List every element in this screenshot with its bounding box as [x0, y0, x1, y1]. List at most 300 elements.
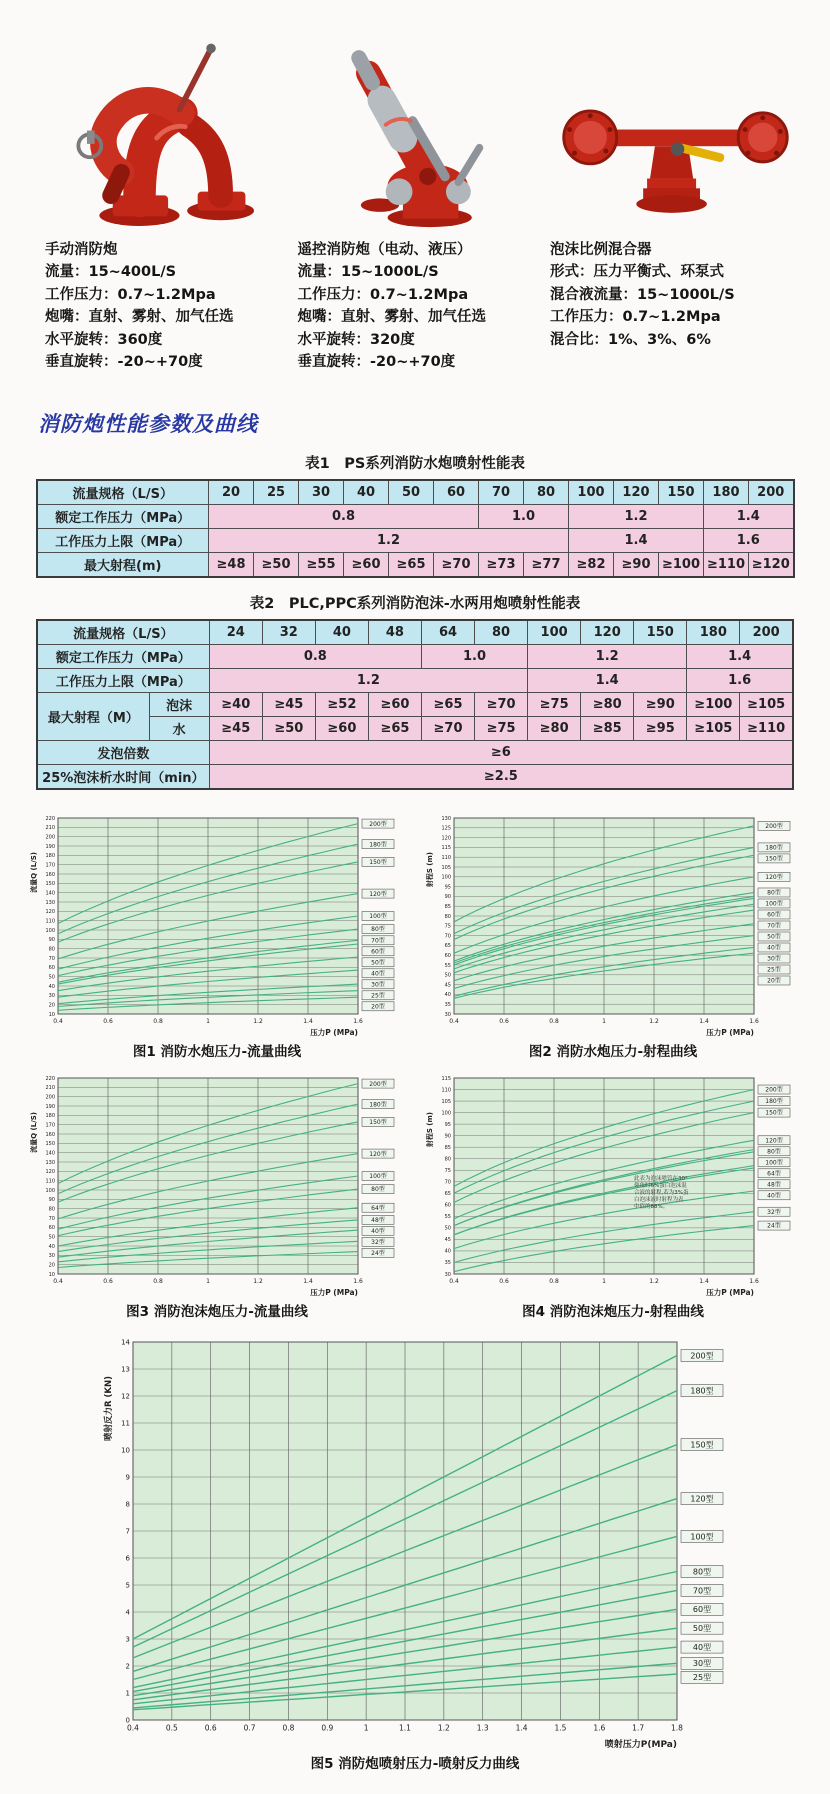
svg-text:40型: 40型: [692, 1642, 712, 1652]
svg-text:100型: 100型: [765, 1159, 783, 1167]
svg-text:0.9: 0.9: [321, 1723, 334, 1733]
table-cell: ≥75: [528, 692, 581, 716]
table-cell: ≥90: [634, 692, 687, 716]
figure-2: [418, 810, 808, 1060]
table-cell: ≥52: [315, 692, 368, 716]
svg-text:1.6: 1.6: [749, 1017, 759, 1025]
figure-3: [22, 1070, 412, 1320]
svg-text:50: 50: [444, 1225, 451, 1232]
svg-text:8: 8: [125, 1500, 130, 1509]
product-spec-line: 混合液流量：15~1000L/S: [550, 286, 735, 303]
manual-fire-monitor-drawing: [65, 31, 275, 231]
table1-title: 表1 PS系列消防水炮喷射性能表: [305, 455, 525, 472]
svg-text:1.6: 1.6: [593, 1723, 606, 1733]
table-cell: 150: [634, 620, 687, 645]
svg-text:60: 60: [48, 964, 55, 971]
table-row: [37, 480, 794, 505]
product-name: 手动消防炮: [45, 242, 118, 258]
svg-text:12: 12: [121, 1392, 130, 1401]
table-cell: ≥70: [475, 692, 528, 716]
svg-text:80型: 80型: [371, 926, 385, 934]
table2-plc-ppc-series: [36, 619, 794, 790]
svg-text:喷射反力R (KN): 喷射反力R (KN): [104, 1375, 114, 1441]
table-cell: ≥65: [368, 716, 421, 740]
product-spec-line: 混合比：1%、3%、6%: [550, 331, 711, 348]
table-row: [37, 764, 793, 789]
table-cell: ≥73: [479, 552, 524, 577]
svg-text:90: 90: [444, 1133, 451, 1140]
svg-text:105: 105: [441, 864, 451, 871]
svg-text:110: 110: [441, 1087, 451, 1094]
svg-text:70型: 70型: [692, 1586, 712, 1596]
product-spec-line: 工作压力：0.7~1.2Mpa: [297, 286, 469, 303]
svg-text:150型: 150型: [369, 1118, 387, 1126]
svg-text:70: 70: [48, 1215, 55, 1222]
svg-text:100型: 100型: [765, 900, 783, 908]
svg-text:95: 95: [444, 1121, 451, 1128]
svg-text:2: 2: [125, 1662, 130, 1671]
product-spec-line: 炮嘴：直射、雾射、加气任选: [45, 309, 234, 326]
svg-text:40: 40: [444, 991, 451, 998]
table1-ps-series: [36, 479, 795, 578]
svg-text:75: 75: [444, 923, 451, 930]
table-row: [37, 716, 793, 740]
table-cell: 0.8: [209, 504, 479, 528]
table-cell: 40: [315, 620, 368, 645]
svg-text:0.8: 0.8: [549, 1277, 559, 1285]
svg-text:24型: 24型: [767, 1222, 781, 1230]
fig2-svg: [422, 810, 804, 1038]
table-cell: 64: [421, 620, 474, 645]
svg-text:115: 115: [441, 1075, 451, 1082]
svg-text:25型: 25型: [767, 966, 781, 974]
svg-text:48型: 48型: [371, 1216, 385, 1224]
product-spec-line: 流量：15~400L/S: [45, 264, 177, 281]
svg-text:125: 125: [441, 825, 451, 832]
table-cell: ≥100: [687, 692, 740, 716]
svg-text:220: 220: [45, 815, 55, 822]
table-cell: 200: [749, 480, 794, 505]
table-cell: ≥60: [344, 552, 389, 577]
svg-text:1.2: 1.2: [649, 1277, 659, 1285]
svg-text:110: 110: [45, 1178, 55, 1185]
svg-text:210: 210: [45, 1084, 55, 1091]
svg-text:120型: 120型: [690, 1494, 714, 1504]
svg-text:1.2: 1.2: [253, 1277, 263, 1285]
svg-text:40型: 40型: [371, 970, 385, 978]
table-cell: 180: [704, 480, 749, 505]
svg-text:压力P (MPa): 压力P (MPa): [310, 1027, 358, 1037]
svg-text:120型: 120型: [369, 890, 387, 898]
svg-text:60: 60: [444, 1202, 451, 1209]
svg-text:50: 50: [48, 974, 55, 981]
fig3-svg: [26, 1070, 408, 1298]
table-cell: 48: [368, 620, 421, 645]
svg-text:150型: 150型: [369, 858, 387, 866]
svg-text:10: 10: [48, 1011, 55, 1018]
table-cell: 25%泡沫析水时间（min）: [37, 764, 209, 789]
svg-text:180型: 180型: [690, 1386, 714, 1396]
table-cell: 100: [569, 480, 614, 505]
svg-text:75: 75: [444, 1167, 451, 1174]
fig1-caption: 图1 消防水炮压力-流量曲线: [132, 1043, 302, 1060]
svg-text:32型: 32型: [767, 1208, 781, 1216]
table-cell: 额定工作压力（MPa）: [37, 644, 209, 668]
table-cell: 发泡倍数: [37, 740, 209, 764]
svg-text:6: 6: [125, 1554, 130, 1563]
svg-text:50: 50: [48, 1234, 55, 1241]
table-row: [37, 644, 793, 668]
manual-fire-monitor-image: [45, 26, 295, 231]
table-cell: 流量规格（L/S）: [37, 480, 209, 505]
table-cell: 1.4: [687, 644, 793, 668]
table-cell: ≥105: [687, 716, 740, 740]
svg-text:60: 60: [48, 1224, 55, 1231]
svg-text:100: 100: [441, 874, 451, 881]
svg-text:55: 55: [444, 962, 451, 969]
svg-text:20: 20: [48, 1002, 55, 1009]
svg-text:200: 200: [45, 1094, 55, 1101]
fig2-chart: [418, 810, 808, 1038]
table-cell: ≥95: [634, 716, 687, 740]
table-cell: ≥85: [581, 716, 634, 740]
table-cell: ≥2.5: [209, 764, 793, 789]
svg-text:白泡沫液时射程为表: 白泡沫液时射程为表: [634, 1196, 684, 1203]
table-cell: 100: [528, 620, 581, 645]
svg-text:80: 80: [444, 1156, 451, 1163]
svg-text:130: 130: [45, 899, 55, 906]
table-cell: 80: [524, 480, 569, 505]
svg-text:合液的射程,若为3%蛋: 合液的射程,若为3%蛋: [634, 1189, 689, 1196]
svg-text:120型: 120型: [765, 1137, 783, 1145]
svg-text:100: 100: [45, 927, 55, 934]
fig4-svg: [422, 1070, 804, 1298]
table-cell: ≥77: [524, 552, 569, 577]
remote-fire-monitor-specs: [298, 239, 548, 374]
svg-text:70: 70: [444, 1179, 451, 1186]
product-spec-line: 垂直旋转：-20~+70度: [45, 354, 203, 371]
table-cell: 最大射程(m): [37, 552, 209, 577]
svg-text:40: 40: [48, 983, 55, 990]
svg-text:20型: 20型: [767, 977, 781, 985]
svg-text:30: 30: [48, 1252, 55, 1259]
svg-text:20: 20: [48, 1262, 55, 1269]
svg-text:14: 14: [121, 1338, 130, 1347]
svg-text:200型: 200型: [690, 1351, 714, 1361]
product-card-foam-proportioner: [550, 26, 800, 374]
svg-text:60型: 60型: [767, 911, 781, 919]
svg-text:1.1: 1.1: [399, 1723, 411, 1733]
svg-text:150: 150: [45, 880, 55, 887]
svg-text:0.4: 0.4: [53, 1017, 63, 1025]
svg-text:射程S (m): 射程S (m): [426, 851, 434, 887]
svg-text:170: 170: [45, 1122, 55, 1129]
svg-text:0.7: 0.7: [243, 1723, 256, 1733]
table-cell: ≥45: [262, 692, 315, 716]
svg-text:射程S (m): 射程S (m): [426, 1111, 434, 1147]
table-cell: ≥82: [569, 552, 614, 577]
svg-text:85: 85: [444, 1144, 451, 1151]
svg-text:24型: 24型: [371, 1249, 385, 1257]
svg-text:1.6: 1.6: [353, 1277, 363, 1285]
svg-text:1: 1: [602, 1277, 606, 1285]
product-spec-line: 工作压力：0.7~1.2Mpa: [45, 286, 216, 303]
svg-text:1.4: 1.4: [515, 1723, 528, 1733]
svg-text:120: 120: [45, 908, 55, 915]
svg-text:70型: 70型: [767, 922, 781, 930]
svg-text:80型: 80型: [371, 1186, 385, 1194]
svg-text:0.4: 0.4: [449, 1017, 459, 1025]
svg-text:30型: 30型: [767, 955, 781, 963]
product-spec-line: 流量：15~1000L/S: [297, 264, 439, 281]
table-cell: 1.2: [209, 528, 569, 552]
svg-text:200型: 200型: [369, 820, 387, 828]
table-cell: ≥65: [421, 692, 474, 716]
charts-grid: [0, 790, 830, 1774]
table-cell: 30: [299, 480, 344, 505]
table-row: [37, 692, 793, 716]
svg-text:压力P (MPa): 压力P (MPa): [706, 1027, 754, 1037]
svg-text:100型: 100型: [369, 912, 387, 920]
fig3-caption: 图3 消防泡沫炮压力-流量曲线: [126, 1303, 308, 1320]
svg-text:80: 80: [48, 946, 55, 953]
table-row: [37, 740, 793, 764]
svg-text:1: 1: [363, 1723, 369, 1733]
svg-text:95: 95: [444, 884, 451, 891]
svg-text:0.4: 0.4: [127, 1723, 139, 1733]
svg-text:180型: 180型: [765, 844, 783, 852]
table-cell: 水: [149, 716, 209, 740]
svg-text:1.4: 1.4: [699, 1277, 709, 1285]
svg-text:40型: 40型: [371, 1227, 385, 1235]
table-cell: ≥65: [389, 552, 434, 577]
table-cell: 工作压力上限（MPa）: [37, 528, 209, 552]
products-row: [0, 18, 830, 374]
svg-text:0.6: 0.6: [103, 1277, 113, 1285]
table-cell: 24: [209, 620, 262, 645]
table-cell: 32: [262, 620, 315, 645]
table-cell: 70: [479, 480, 524, 505]
table-cell: ≥70: [421, 716, 474, 740]
svg-text:7: 7: [125, 1527, 130, 1536]
table-cell: ≥40: [209, 692, 262, 716]
svg-text:1.8: 1.8: [671, 1723, 683, 1733]
svg-text:130: 130: [441, 815, 451, 822]
svg-text:90: 90: [48, 1196, 55, 1203]
svg-text:100: 100: [441, 1110, 451, 1117]
table-cell: 180: [687, 620, 740, 645]
table-cell: ≥75: [475, 716, 528, 740]
svg-text:11: 11: [121, 1419, 130, 1428]
svg-text:45: 45: [444, 982, 451, 989]
table-cell: 1.2: [569, 504, 704, 528]
table-cell: ≥100: [659, 552, 704, 577]
svg-text:130: 130: [45, 1159, 55, 1166]
table-row: [37, 668, 793, 692]
product-spec-line: 炮嘴：直射、雾射、加气任选: [297, 309, 486, 326]
svg-text:1.7: 1.7: [632, 1723, 645, 1733]
svg-text:70: 70: [48, 955, 55, 962]
svg-text:60型: 60型: [692, 1604, 712, 1614]
svg-text:30型: 30型: [692, 1658, 712, 1668]
table-cell: 额定工作压力（MPa）: [37, 504, 209, 528]
svg-text:120型: 120型: [765, 873, 783, 881]
svg-text:200型: 200型: [369, 1080, 387, 1088]
svg-text:110: 110: [441, 854, 451, 861]
figure-4: [418, 1070, 808, 1320]
svg-text:80型: 80型: [767, 889, 781, 897]
svg-text:1.2: 1.2: [649, 1017, 659, 1025]
svg-text:10: 10: [48, 1271, 55, 1278]
figure-1: [22, 810, 412, 1060]
svg-text:150: 150: [45, 1140, 55, 1147]
svg-text:4: 4: [125, 1608, 130, 1617]
svg-text:160: 160: [45, 1131, 55, 1138]
svg-text:10: 10: [121, 1446, 130, 1455]
svg-text:100型: 100型: [369, 1172, 387, 1180]
svg-text:120: 120: [441, 835, 451, 842]
svg-text:48型: 48型: [767, 1181, 781, 1189]
svg-text:0.8: 0.8: [153, 1017, 163, 1025]
svg-text:1.6: 1.6: [353, 1017, 363, 1025]
svg-text:120: 120: [45, 1168, 55, 1175]
svg-text:200型: 200型: [765, 1086, 783, 1094]
svg-text:100: 100: [45, 1187, 55, 1194]
svg-text:115: 115: [441, 844, 451, 851]
svg-text:65: 65: [444, 942, 451, 949]
svg-text:压力P (MPa): 压力P (MPa): [706, 1287, 754, 1297]
fig1-chart: [22, 810, 412, 1038]
svg-text:55: 55: [444, 1213, 451, 1220]
svg-text:200型: 200型: [765, 822, 783, 830]
svg-text:80型: 80型: [692, 1567, 712, 1577]
product-card-remote-monitor: [298, 26, 548, 374]
svg-text:160: 160: [45, 871, 55, 878]
svg-text:仰角时6%蛋白泡沫混: 仰角时6%蛋白泡沫混: [634, 1182, 687, 1189]
svg-text:80型: 80型: [767, 1148, 781, 1156]
manual-fire-monitor-specs: [45, 239, 295, 374]
svg-text:60型: 60型: [371, 948, 385, 956]
svg-text:1.6: 1.6: [749, 1277, 759, 1285]
svg-text:100型: 100型: [690, 1532, 714, 1542]
svg-text:9: 9: [125, 1473, 130, 1482]
svg-text:70: 70: [444, 933, 451, 940]
svg-text:1.2: 1.2: [253, 1017, 263, 1025]
foam-proportioner-image: [550, 26, 800, 231]
svg-text:80: 80: [48, 1206, 55, 1213]
svg-text:64型: 64型: [767, 1170, 781, 1178]
table-cell: 150: [659, 480, 704, 505]
svg-text:220: 220: [45, 1075, 55, 1082]
svg-text:90: 90: [48, 936, 55, 943]
svg-text:50: 50: [444, 972, 451, 979]
product-name: 遥控消防炮（电动、液压）: [297, 242, 472, 258]
table-cell: ≥120: [749, 552, 794, 577]
remote-fire-monitor-drawing: [313, 31, 533, 231]
svg-text:0.4: 0.4: [53, 1277, 63, 1285]
svg-text:30: 30: [444, 1011, 451, 1018]
svg-text:5: 5: [125, 1581, 130, 1590]
product-spec-line: 水平旋转：360度: [45, 331, 163, 348]
table-row: [37, 504, 794, 528]
table-cell: 60: [434, 480, 479, 505]
svg-text:1.4: 1.4: [303, 1017, 313, 1025]
table-cell: 120: [581, 620, 634, 645]
table-cell: ≥110: [740, 716, 793, 740]
figure-5: [22, 1330, 808, 1772]
table-cell: ≥55: [299, 552, 344, 577]
svg-text:0.6: 0.6: [499, 1017, 509, 1025]
table-cell: 120: [614, 480, 659, 505]
table-cell: 0.8: [209, 644, 421, 668]
svg-text:190: 190: [45, 1103, 55, 1110]
svg-text:25型: 25型: [692, 1672, 712, 1682]
svg-text:64型: 64型: [371, 1204, 385, 1212]
svg-text:喷射压力P(MPa): 喷射压力P(MPa): [604, 1739, 677, 1750]
table-row: [37, 552, 794, 577]
product-spec-line: 垂直旋转：-20~+70度: [297, 354, 456, 371]
foam-proportioner-drawing: [553, 81, 798, 231]
svg-text:180: 180: [45, 852, 55, 859]
svg-text:中值的88%。: 中值的88%。: [634, 1203, 669, 1210]
svg-text:1: 1: [206, 1017, 210, 1025]
svg-text:30: 30: [48, 992, 55, 999]
table-cell: 80: [475, 620, 528, 645]
table-cell: ≥60: [315, 716, 368, 740]
svg-text:190: 190: [45, 843, 55, 850]
svg-text:35: 35: [444, 1001, 451, 1008]
fig5-chart: [22, 1330, 808, 1750]
svg-text:3: 3: [125, 1635, 130, 1644]
svg-text:13: 13: [121, 1365, 130, 1374]
remote-fire-monitor-image: [298, 26, 548, 231]
svg-text:40型: 40型: [767, 1192, 781, 1200]
table-cell: 200: [740, 620, 793, 645]
svg-text:20型: 20型: [371, 1003, 385, 1011]
svg-text:140: 140: [45, 890, 55, 897]
table-cell: ≥80: [528, 716, 581, 740]
svg-text:200: 200: [45, 834, 55, 841]
svg-text:30: 30: [444, 1271, 451, 1278]
table-cell: 工作压力上限（MPa）: [37, 668, 209, 692]
table-cell: 最大射程（M）: [37, 692, 149, 740]
svg-text:105: 105: [441, 1098, 451, 1105]
svg-text:180: 180: [45, 1112, 55, 1119]
fig4-caption: 图4 消防泡沫炮压力-射程曲线: [522, 1303, 704, 1320]
svg-text:35: 35: [444, 1260, 451, 1267]
svg-text:180型: 180型: [369, 1101, 387, 1109]
svg-text:170: 170: [45, 862, 55, 869]
table-cell: 泡沫: [149, 692, 209, 716]
svg-text:1: 1: [125, 1689, 130, 1698]
svg-text:0.8: 0.8: [549, 1017, 559, 1025]
svg-text:0.4: 0.4: [449, 1277, 459, 1285]
table-cell: 1.6: [687, 668, 793, 692]
svg-text:140: 140: [45, 1150, 55, 1157]
table-cell: 1.2: [528, 644, 687, 668]
svg-text:0.6: 0.6: [204, 1723, 217, 1733]
fig3-chart: [22, 1070, 412, 1298]
svg-text:1.5: 1.5: [554, 1723, 567, 1733]
table-row: [37, 620, 793, 645]
table-cell: ≥105: [740, 692, 793, 716]
table-row: [37, 528, 794, 552]
table2-title: 表2 PLC,PPC系列消防泡沫-水两用炮喷射性能表: [249, 595, 581, 612]
svg-text:流量Q (L/S): 流量Q (L/S): [30, 1111, 38, 1153]
table-cell: ≥90: [614, 552, 659, 577]
product-spec-line: 形式：压力平衡式、环泵式: [550, 264, 724, 281]
svg-text:180型: 180型: [369, 841, 387, 849]
